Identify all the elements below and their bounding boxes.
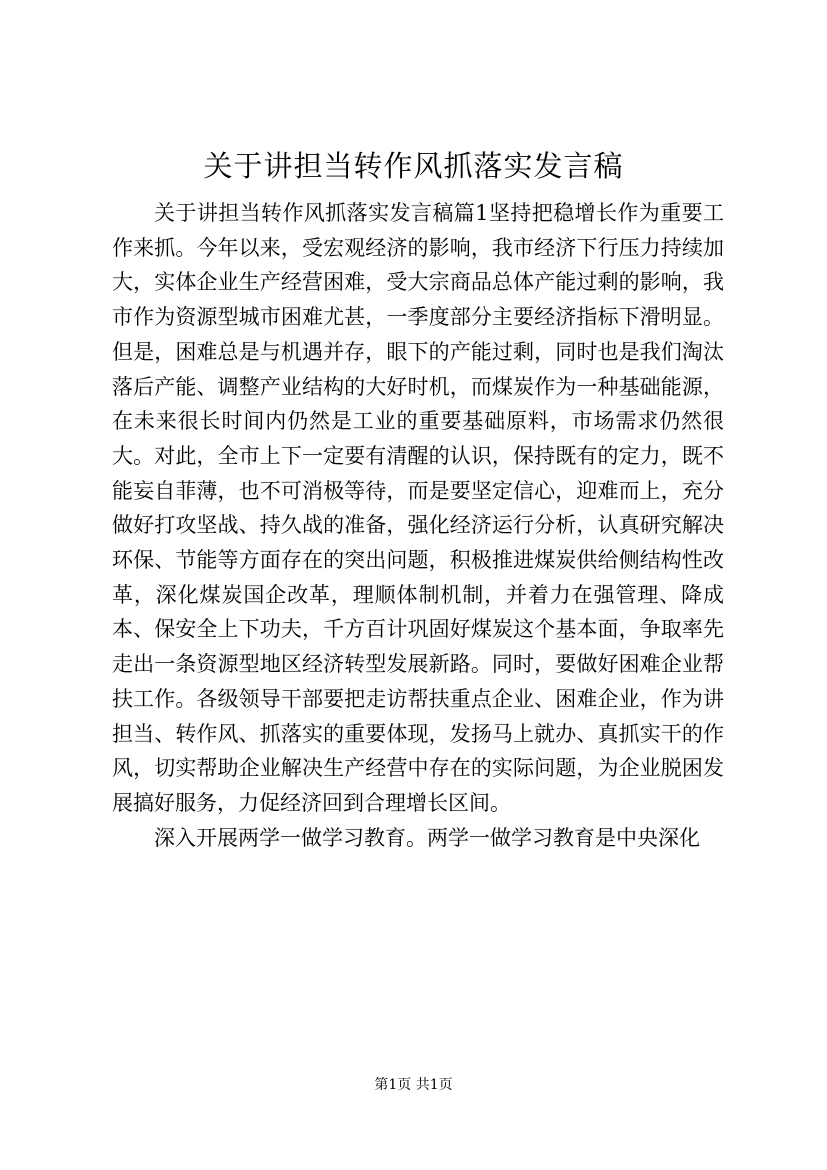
paragraph: 关于讲担当转作风抓落实发言稿篇1坚持把稳增长作为重要工作来抓。今年以来，受宏观经济的影响，我市经济下行压力持续加大，实体企业生产经营困难，受大宗商品总体产能过剩的影响，我市作为资源型城市困难尤甚，一季度部分主要经济指标下滑明显。但是，困难总是与机遇并存，眼下的产能过剩，同时也是我们淘汰落后产能、调整产业结构的大好时机，而煤炭作为一种基础能源，在未来很长时间内仍然是工业的重要基础原料，市场需求仍然很大。对此，全市上下一定要有清醒的认识，保持既有的定力，既不能妄自菲薄，也不可消极等待，而是要坚定信心，迎难而上，充分做好打攻坚战、持久战的准备，强化经济运行分析，认真研究解决环保、节能等方面存在的突出问题，积极推进煤炭供给侧结构性改革，深化煤炭国企改革，理顺体制机制，并着力在强管理、降成本、保安全上下功夫，千方百计巩固好煤炭这个基本面，争取率先走出一条资源型地区经济转型发展新路。同时，要做好困难企业帮扶工作。各级领导干部要把走访帮扶重点企业、困难企业，作为讲担当、转作风、抓落实的重要体现，发扬马上就办、真抓实干的作风，切实帮助企业解决生产经营中存在的实际问题，为企业脱困发展搞好服务，力促经济回到合理增长区间。 bbox=[112, 201, 724, 815]
document-body bbox=[112, 196, 724, 855]
document-title: 关于讲担当转作风抓落实发言稿 bbox=[203, 149, 624, 183]
page-number-footer: 第1页 共1页 bbox=[374, 1077, 453, 1093]
paragraph: 深入开展两学一做学习教育。两学一做学习教育是中央深化 bbox=[154, 825, 700, 850]
